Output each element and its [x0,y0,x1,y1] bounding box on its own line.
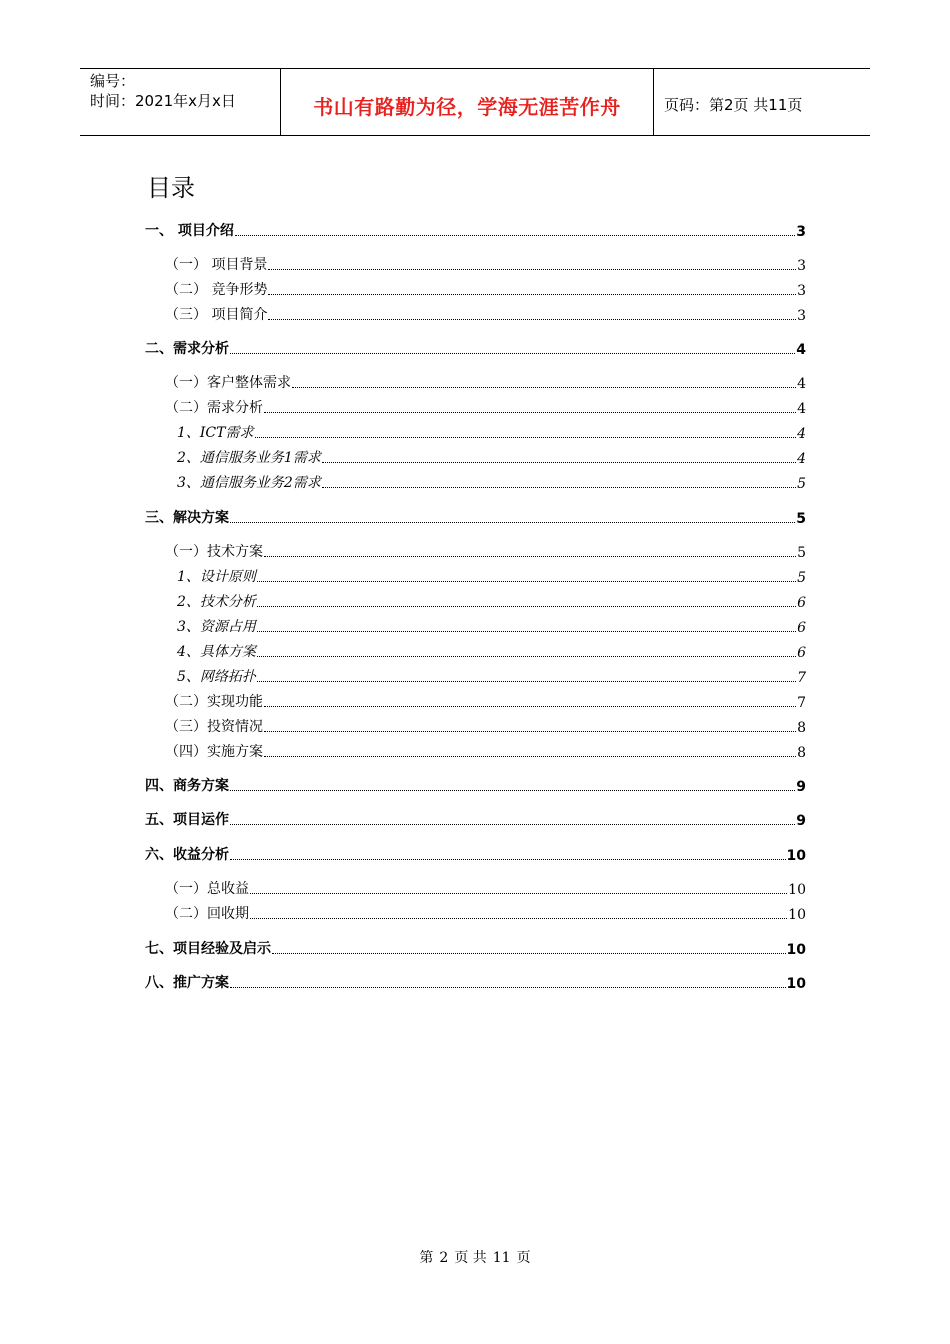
toc-title: 目录 [147,174,195,202]
toc-entry-2-2-1[interactable]: 1、ICT需求 4 [177,425,806,442]
toc-entry-1-2[interactable]: （二） 竞争形势 3 [165,282,806,299]
toc-entry-8[interactable]: 八、推广方案 10 [145,975,806,992]
toc-entry-3-1-4[interactable]: 4、具体方案 6 [177,644,806,661]
toc-entry-7[interactable]: 七、项目经验及启示 10 [145,941,806,958]
toc-entry-1[interactable]: 一、 项目介绍 3 [145,223,806,240]
toc-entry-2-2[interactable]: （二）需求分析 4 [165,400,806,417]
toc-entry-3-1-1[interactable]: 1、设计原则 5 [177,569,806,586]
toc-entry-3[interactable]: 三、解决方案 5 [145,510,806,527]
toc-entry-1-1[interactable]: （一） 项目背景 3 [165,257,806,274]
toc-entry-2-1[interactable]: （一）客户整体需求 4 [165,375,806,392]
footer-prefix: 第 [419,1250,434,1266]
toc-entry-6[interactable]: 六、收益分析 10 [145,847,806,864]
toc-entry-6-2[interactable]: （二）回收期 10 [165,906,806,923]
toc-entry-5[interactable]: 五、项目运作 9 [145,812,806,829]
toc-entry-3-4[interactable]: （四）实施方案 8 [165,744,806,761]
toc-entry-2[interactable]: 二、需求分析 4 [145,341,806,358]
toc-entry-2-2-3[interactable]: 3、通信服务业务2需求 5 [177,475,806,492]
header-meta-cell [80,69,281,135]
page-header [80,68,870,136]
toc-entry-3-1-2[interactable]: 2、技术分析 6 [177,594,806,611]
footer-suffix: 页 [516,1250,531,1266]
footer-current-page: 2 [439,1250,449,1266]
document-time-label: 时间：2021年x月x日 [90,92,236,110]
document-number-label: 编号： [90,72,136,90]
header-motto: 书山有路勤为径，学海无涯苦作舟 [281,69,654,135]
toc-entry-3-3[interactable]: （三）投资情况 8 [165,719,806,736]
footer-total-pages: 11 [492,1250,511,1266]
toc-entry-4[interactable]: 四、商务方案 9 [145,778,806,795]
header-page-info: 页码：第2页 共11页 [664,95,803,114]
toc-entry-3-1[interactable]: （一）技术方案 5 [165,544,806,561]
toc-entry-3-1-5[interactable]: 5、网络拓扑 7 [177,669,806,686]
toc-entry-3-2[interactable]: （二）实现功能 7 [165,694,806,711]
toc-entry-6-1[interactable]: （一）总收益 10 [165,881,806,898]
toc-entry-2-2-2[interactable]: 2、通信服务业务1需求 4 [177,450,806,467]
toc-entry-1-3[interactable]: （三） 项目简介 3 [165,307,806,324]
page-footer [0,1247,950,1267]
footer-mid: 页 共 [454,1250,487,1266]
toc-entry-3-1-3[interactable]: 3、资源占用 6 [177,619,806,636]
